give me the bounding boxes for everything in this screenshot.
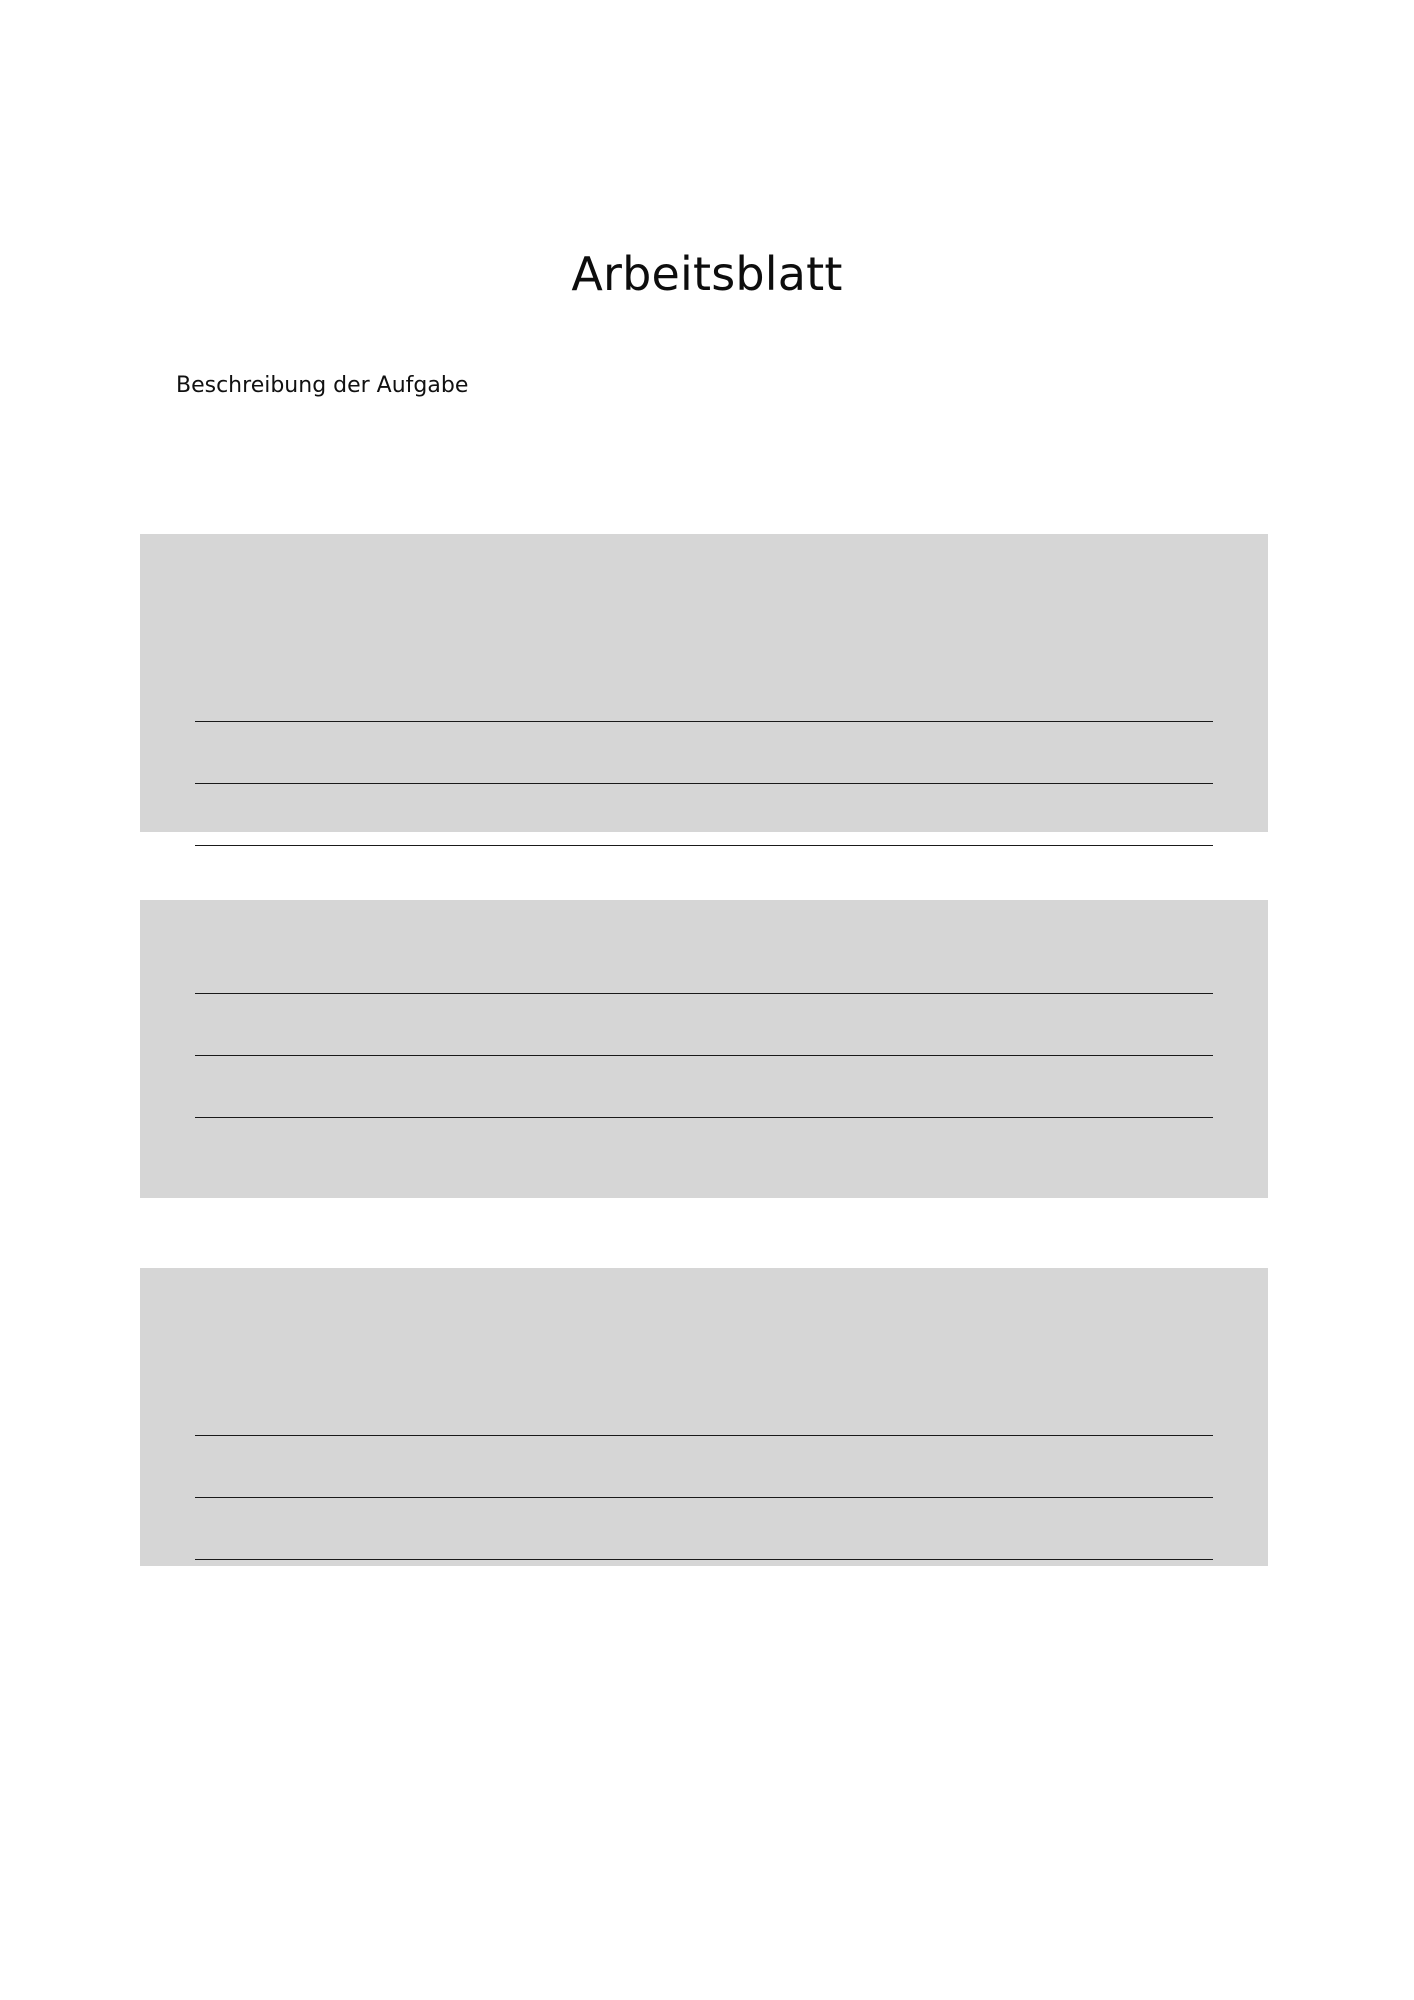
write-line[interactable] <box>195 994 1213 1056</box>
page-title: Arbeitsblatt <box>571 246 843 301</box>
write-line[interactable] <box>195 722 1213 784</box>
write-line[interactable] <box>195 784 1213 846</box>
write-line[interactable] <box>195 1436 1213 1498</box>
answer-block-2[interactable] <box>140 900 1268 1198</box>
write-line[interactable] <box>195 1374 1213 1436</box>
answer-block-3[interactable] <box>140 1268 1268 1566</box>
answer-lines-2 <box>195 932 1213 1118</box>
write-line[interactable] <box>195 1056 1213 1118</box>
task-description-text: Beschreibung der Aufgabe <box>176 373 469 398</box>
write-line[interactable] <box>195 932 1213 994</box>
answer-block-1[interactable] <box>140 534 1268 832</box>
answer-lines-3 <box>195 1374 1213 1560</box>
write-line[interactable] <box>195 660 1213 722</box>
answer-lines-1 <box>195 660 1213 846</box>
write-line[interactable] <box>195 1498 1213 1560</box>
